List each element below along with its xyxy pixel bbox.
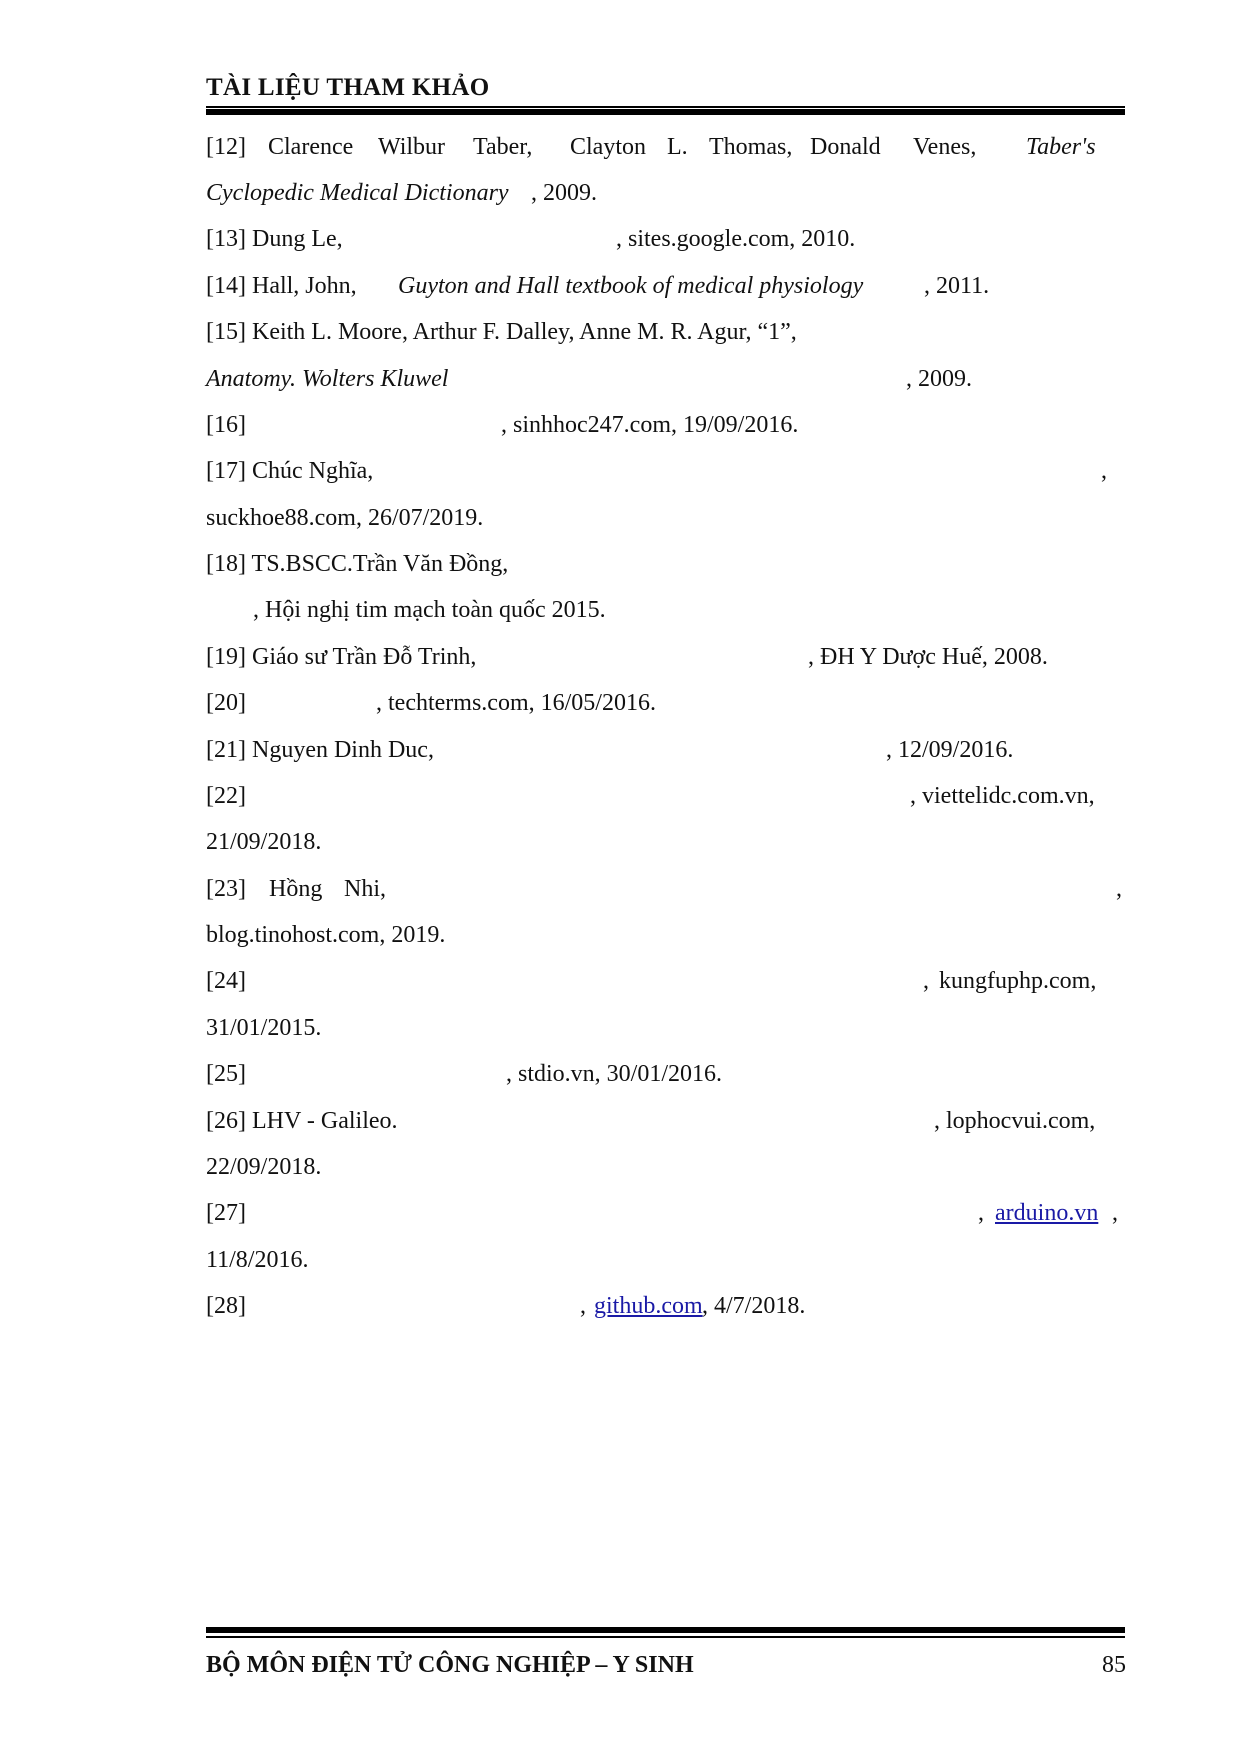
page-number: 85 (1102, 1652, 1126, 1678)
ref-22-number: [22] (206, 783, 246, 809)
footer-rule-thick (206, 1627, 1125, 1633)
ref-23-number: [23] (206, 876, 246, 902)
ref-23-author: Hồng (269, 876, 323, 902)
ref-28-comma: , (580, 1293, 586, 1319)
ref-14-year: , 2011. (924, 273, 990, 299)
ref-17-author: [17] Chúc Nghĩa, (206, 458, 374, 484)
ref-13-author: [13] Dung Le, (206, 226, 343, 252)
ref-12-text: L. (667, 134, 688, 160)
ref-12-text: Venes, (913, 134, 977, 160)
ref-25-source: , stdio.vn, 30/01/2016. (506, 1061, 723, 1087)
ref-15-year: , 2009. (906, 366, 972, 392)
ref-23-comma: , (1116, 876, 1122, 902)
ref-25-number: [25] (206, 1061, 246, 1087)
ref-12-text: Taber, (473, 134, 533, 160)
ref-12-title: Cyclopedic Medical Dictionary (206, 180, 509, 206)
ref-20-number: [20] (206, 690, 246, 716)
ref-24-source: kungfuphp.com, (939, 968, 1097, 994)
ref-17-comma: , (1101, 458, 1107, 484)
ref-26-source: , lophocvui.com, (934, 1108, 1096, 1134)
ref-19-author: [19] Giáo sư Trần Đỗ Trinh, (206, 644, 477, 670)
ref-17-source: suckhoe88.com, 26/07/2019. (206, 505, 484, 531)
page-title: TÀI LIỆU THAM KHẢO (206, 74, 490, 101)
ref-21-author: [21] Nguyen Dinh Duc, (206, 737, 434, 763)
ref-18-source: , Hội nghị tim mạch toàn quốc 2015. (253, 597, 606, 623)
ref-20-source: , techterms.com, 16/05/2016. (376, 690, 656, 716)
ref-18-author: [18] TS.BSCC.Trần Văn Đồng, (206, 551, 509, 577)
ref-28-link[interactable]: github.com (594, 1293, 703, 1319)
ref-14-title: Guyton and Hall textbook of medical physiology (398, 273, 864, 299)
ref-12-text: Donald (810, 134, 881, 160)
ref-12-year: , 2009. (531, 180, 597, 206)
ref-21-date: , 12/09/2016. (886, 737, 1014, 763)
ref-16-number: [16] (206, 412, 246, 438)
ref-28 (206, 1291, 806, 1471)
ref-16-source: , sinhhoc247.com, 19/09/2016. (501, 412, 799, 438)
ref-26-date: 22/09/2018. (206, 1154, 322, 1180)
ref-12-number: [12] (206, 134, 246, 160)
ref-26-author: [26] LHV - Galileo. (206, 1108, 398, 1134)
ref-28-number: [28] (206, 1293, 246, 1319)
header-rule-thin (206, 106, 1125, 108)
ref-15-authors: [15] Keith L. Moore, Arthur F. Dalley, Anne M. R. Agur, “1”, (206, 319, 797, 345)
ref-24-number: [24] (206, 968, 246, 994)
ref-22-date: 21/09/2018. (206, 829, 322, 855)
ref-23-author: Nhi, (344, 876, 386, 902)
ref-27-comma: , (978, 1200, 984, 1226)
ref-24-date: 31/01/2015. (206, 1015, 322, 1041)
ref-14-author: [14] Hall, John, (206, 273, 357, 299)
ref-28-date: , 4/7/2018. (702, 1293, 806, 1319)
ref-27-link[interactable]: arduino.vn (995, 1200, 1099, 1226)
ref-22-source: , viettelidc.com.vn, (910, 783, 1095, 809)
header-rule-thick (206, 109, 1125, 115)
ref-12-title: Taber's (1026, 134, 1096, 160)
ref-12-text: Clarence (268, 134, 354, 160)
ref-12-text: Clayton (570, 134, 646, 160)
ref-23-source: blog.tinohost.com, 2019. (206, 922, 446, 948)
ref-27-number: [27] (206, 1200, 246, 1226)
footer-rule-thin (206, 1636, 1125, 1638)
ref-12-text: Thomas, (709, 134, 793, 160)
ref-27-date: 11/8/2016. (206, 1247, 309, 1273)
ref-13-source: , sites.google.com, 2010. (616, 226, 856, 252)
ref-15-title: Anatomy. Wolters Kluwel (206, 366, 449, 392)
ref-24-comma: , (923, 968, 929, 994)
ref-19-source: , ĐH Y Dược Huế, 2008. (808, 644, 1048, 670)
ref-12-text: Wilbur (378, 134, 446, 160)
footer-department: BỘ MÔN ĐIỆN TỬ CÔNG NGHIỆP – Y SINH (206, 1652, 694, 1678)
ref-27-comma: , (1112, 1200, 1118, 1226)
